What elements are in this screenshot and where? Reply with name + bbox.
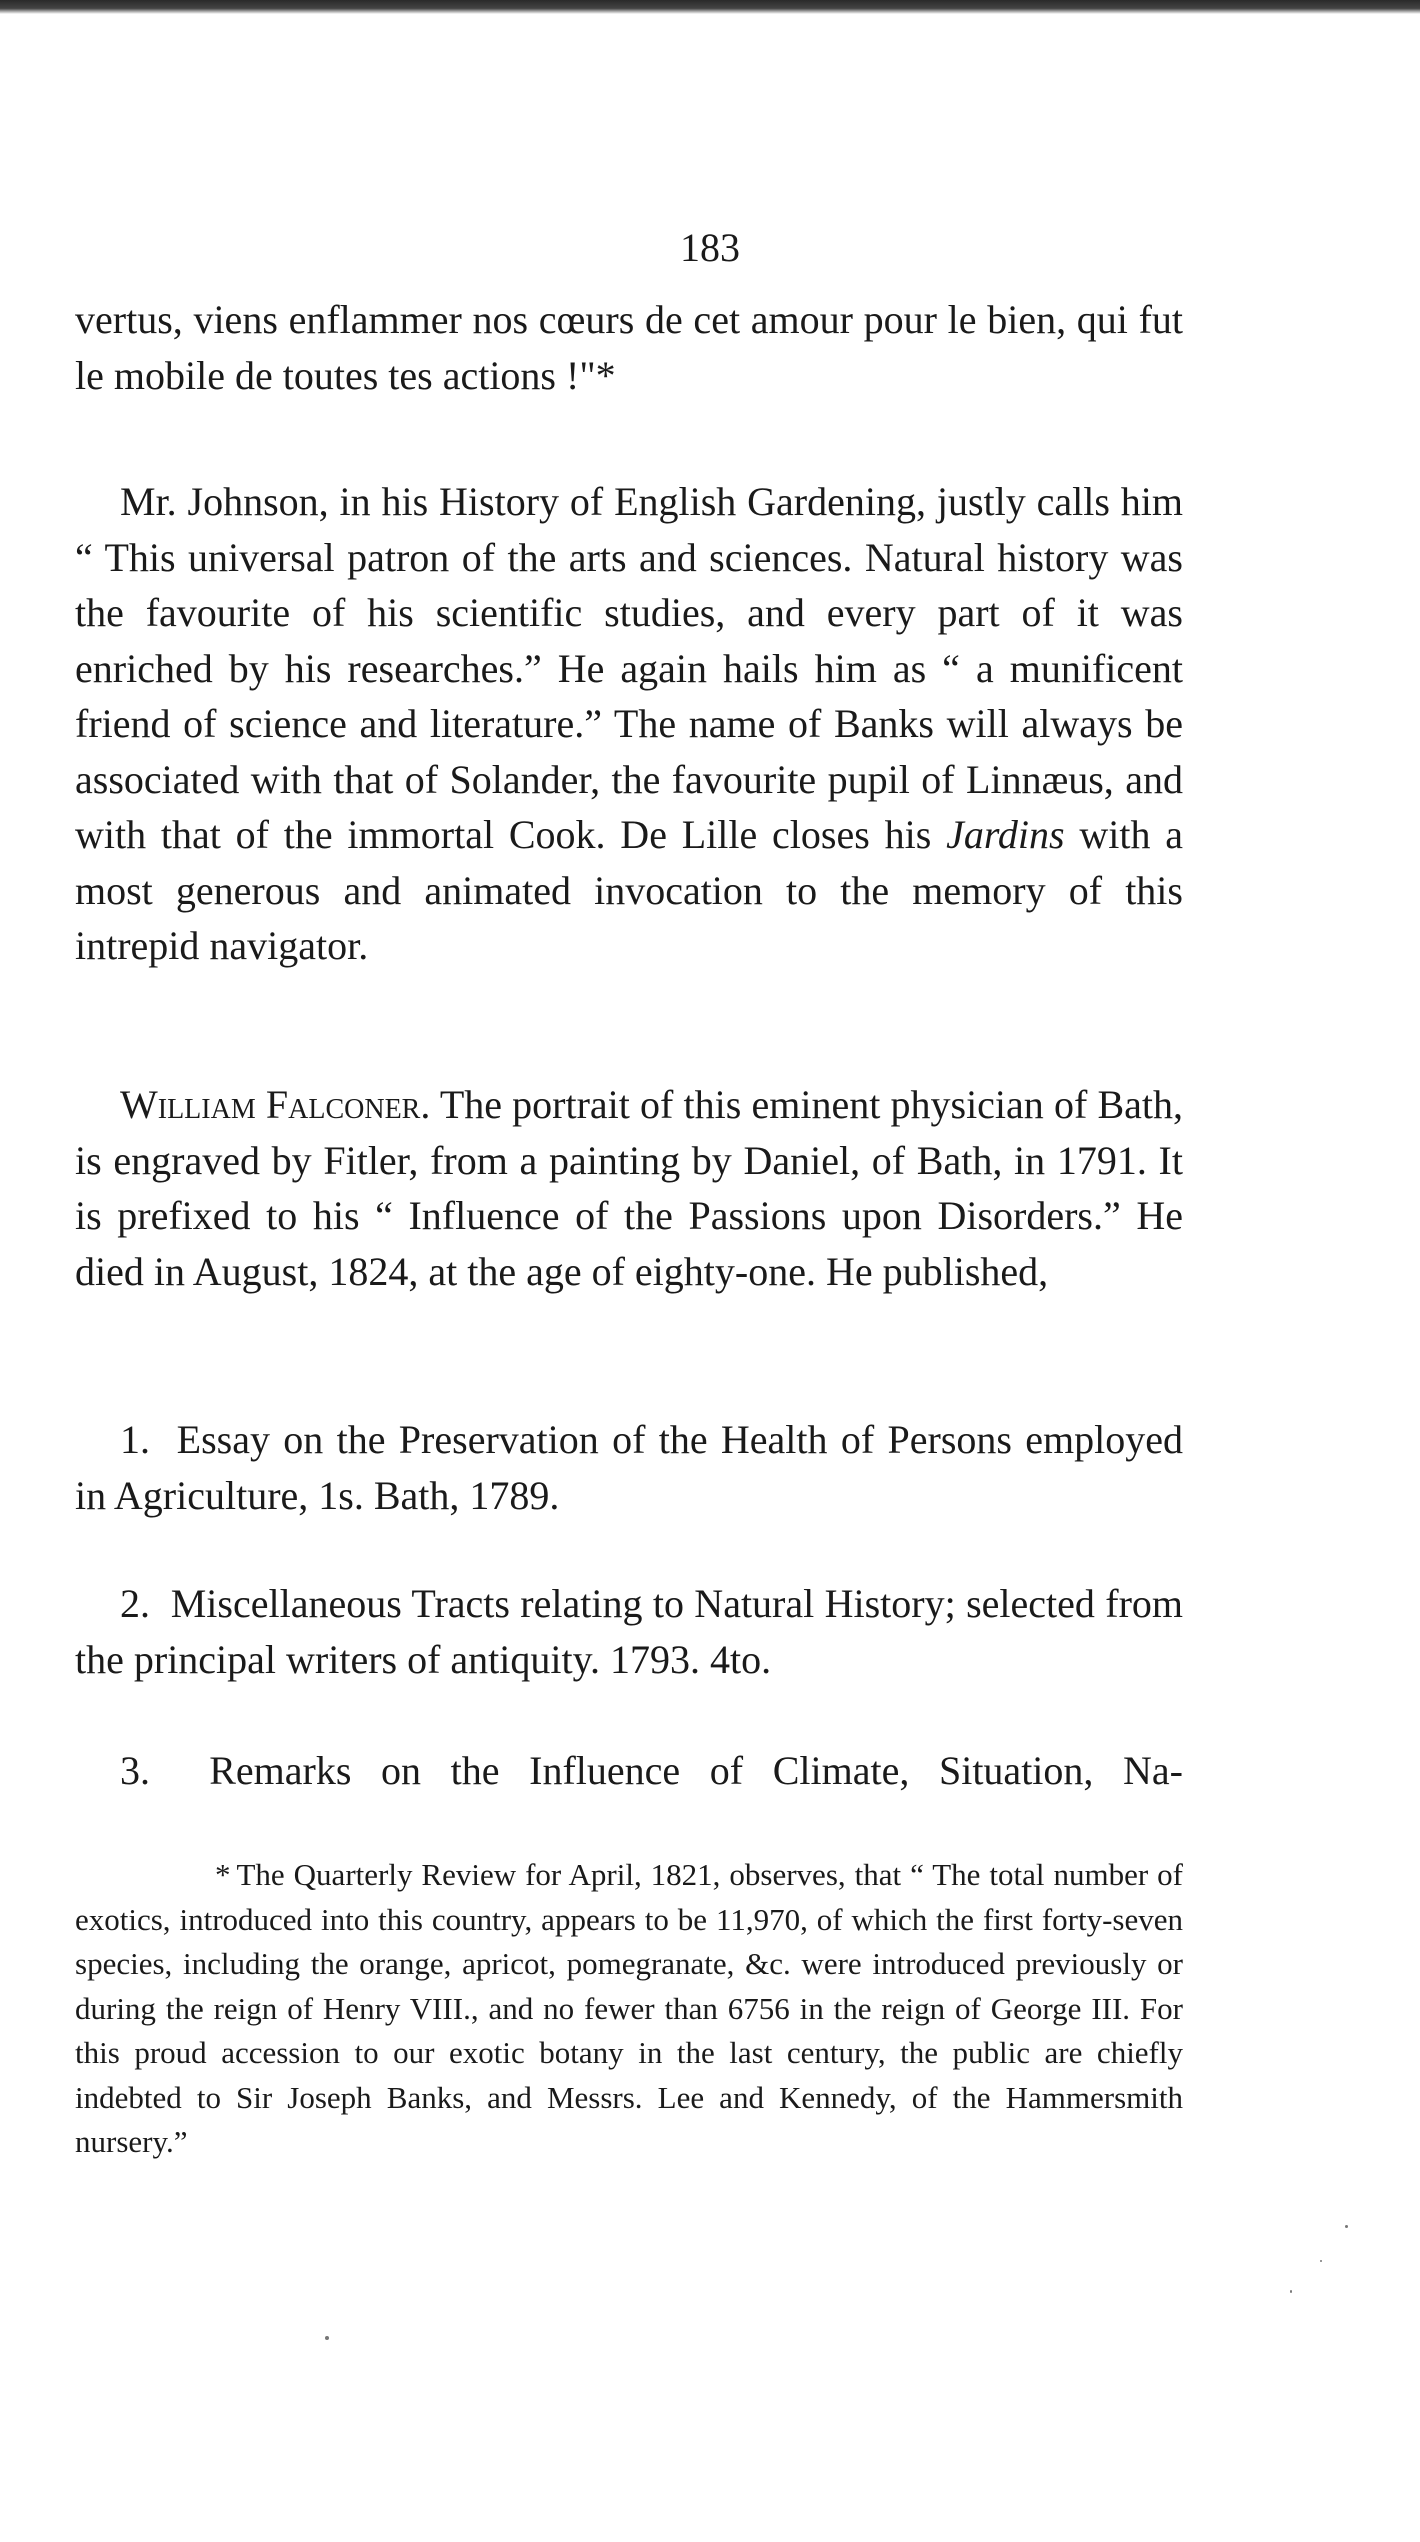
list-item-text: Essay on the Preservation of the Health of Persons employed in Agriculture, 1s. Bath, 1789.	[75, 1417, 1184, 1518]
paragraph-johnson	[75, 474, 1183, 974]
list-item-text: Remarks on the Influence of Climate, Situation, Na-	[209, 1748, 1183, 1793]
list-item-number: 3.	[120, 1748, 150, 1793]
paragraph-falconer	[75, 1077, 1183, 1299]
list-item	[75, 1576, 1183, 1687]
paragraph-continuation-text: vertus, viens enflammer nos cœurs de cet amour pour le bien, qui fut le mobile de toutes tes actions !"*	[75, 297, 1183, 398]
jardins-title: Jardins	[946, 812, 1065, 857]
list-item	[75, 1743, 1183, 1799]
footnote	[75, 1853, 1183, 2165]
list-item	[75, 1412, 1183, 1523]
paper-speck	[1320, 2260, 1322, 2262]
footnote-marker: *	[215, 1857, 231, 1892]
page-top-edge	[0, 0, 1420, 14]
footnote-text: The Quarterly Review for April, 1821, observes, that “ The total number of exotics, introduced into this country, appears to be 11,970, of which the first forty-seven species, including the orange, apricot, pomegranate, &c. were introduced previously or during the reign of Henry VIII., and no fewer than 6756 in the reign of George III. For this proud accession to our exotic botany in the last century, the public are chiefly indebted to Sir Joseph Banks, and Messrs. Lee and Kennedy, of the Hammersmith nursery.”	[75, 1857, 1183, 2159]
paper-speck	[1290, 2290, 1292, 2293]
paragraph-johnson-text-1: Mr. Johnson, in his History of English Gardening, justly calls him “ This universal patron of the arts and sciences. Natural history was the favourite of his scientific studies, and every part of it was enriched by his researches.” He again hails him as “ a munificent friend of science and literature.” The name of Banks will always be associated with that of Solander, the favourite pupil of Linnæus, and with that of the immortal Cook. De Lille closes his	[75, 479, 1183, 857]
paragraph-falconer-text: The portrait of this eminent physician of Bath, is engraved by Fitler, from a painting by Daniel, of Bath, in 1791. It is prefixed to his “ Influence of the Passions upon Disorders.” He died in August, 1824, at the age of eighty-one. He published,	[75, 1082, 1183, 1294]
list-item-number: 2.	[120, 1581, 150, 1626]
paper-speck	[1345, 2225, 1348, 2228]
list-item-text: Miscellaneous Tracts relating to Natural History; selected from the principal writers of antiquity. 1793. 4to.	[75, 1581, 1183, 1682]
paragraph-johnson-text-2: with a most generous and animated invocation to the memory of this intrepid navigator.	[75, 812, 1184, 968]
falconer-name: William Falconer.	[120, 1082, 431, 1127]
list-item-number: 1.	[120, 1417, 150, 1462]
page-number: 183	[680, 225, 740, 270]
paragraph-continuation	[75, 292, 1183, 403]
paper-speck	[325, 2336, 329, 2340]
